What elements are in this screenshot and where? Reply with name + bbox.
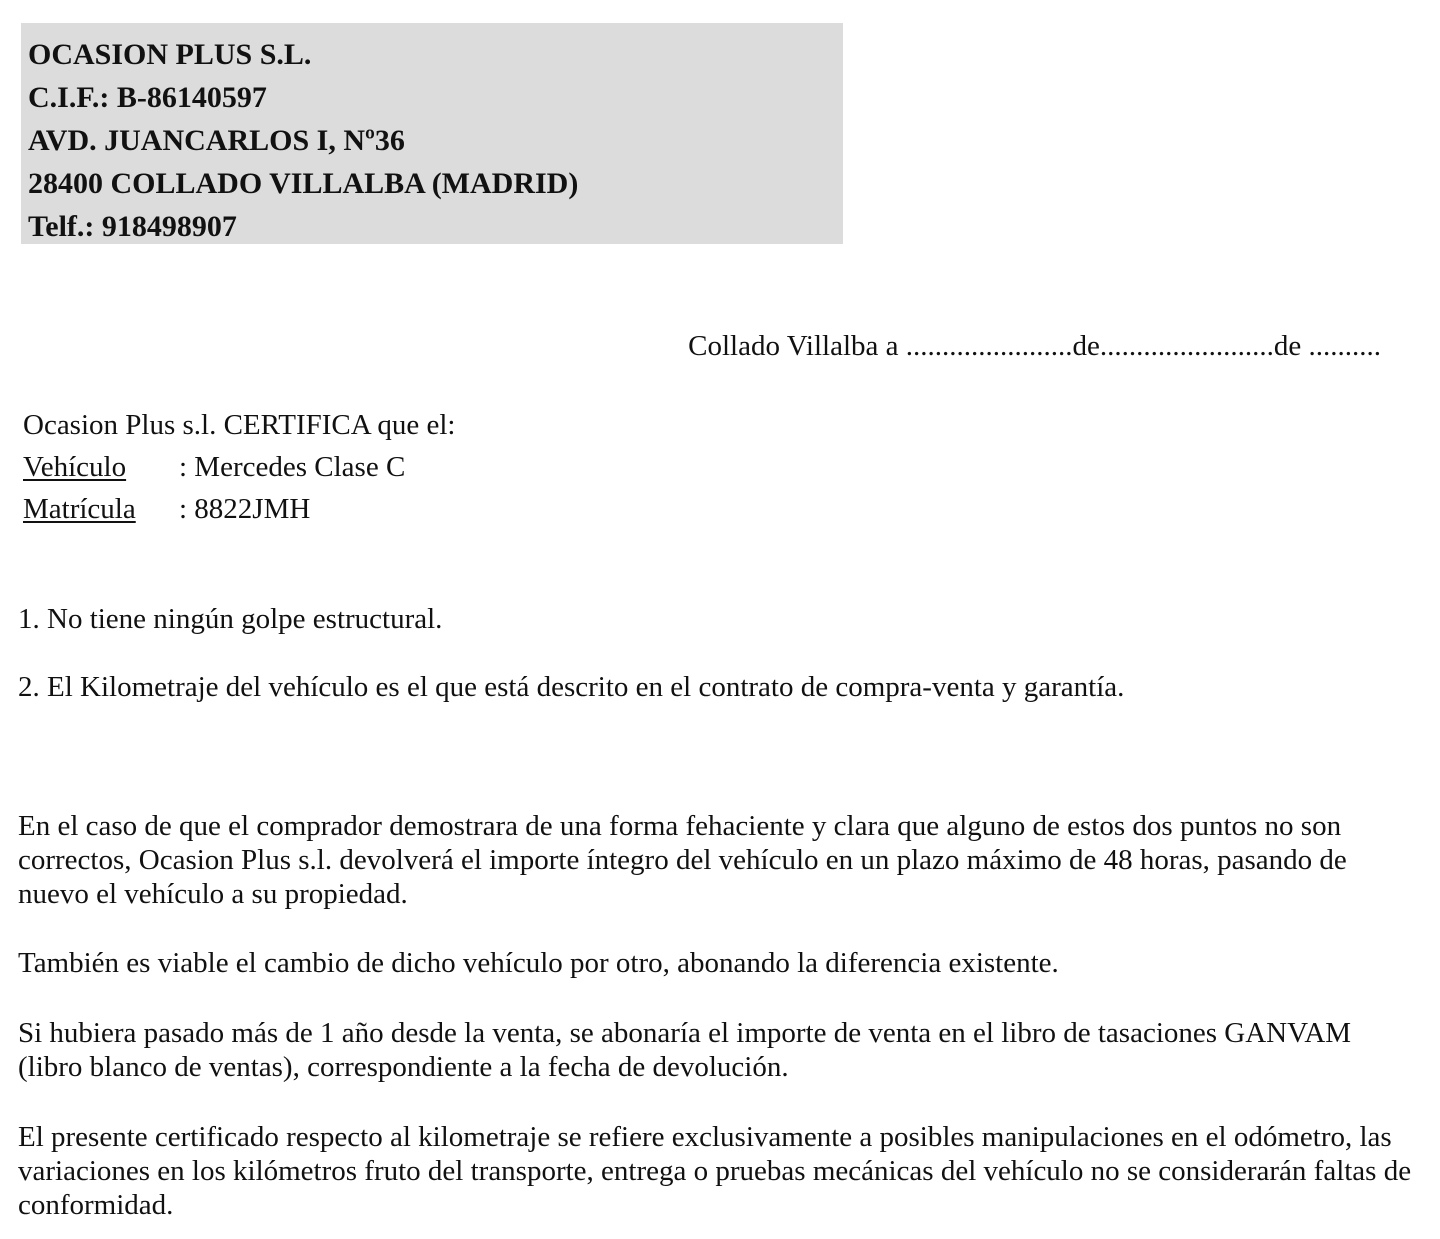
company-cif: C.I.F.: B-86140597 — [28, 81, 267, 114]
paragraph-ganvam: Si hubiera pasado más de 1 año desde la venta, se abonaría el importe de venta en el libro de tasaciones GANVAM (libro blanco de ventas), correspondiente a la fecha de devolución. — [18, 1017, 1352, 1083]
company-header — [21, 23, 843, 244]
point-2: 2. El Kilometraje del vehículo es el que está descrito en el contrato de compra-venta y garantía. — [18, 671, 1125, 703]
plate-label: Matrícula — [23, 493, 136, 525]
paragraph-refund: En el caso de que el comprador demostrara de una forma fehaciente y clara que alguno de estos dos puntos no son correctos, Ocasion Plus s.l. devolverá el importe íntegro del vehículo en un plazo máximo de 48 horas, pasando de nuevo el vehículo a su propiedad. — [18, 810, 1347, 910]
paragraph-odometer: El presente certificado respecto al kilometraje se refiere exclusivamente a posibles manipulaciones en el odómetro, las variaciones en los kilómetros fruto del transporte, entrega o pruebas mecánicas del vehículo no se considerarán faltas de conformidad. — [18, 1121, 1412, 1221]
vehicle-label: Vehículo — [23, 451, 127, 483]
date-line: Collado Villalba a .......................de........................de .......... — [688, 330, 1381, 362]
company-name: OCASION PLUS S.L. — [28, 38, 312, 71]
point-1: 1. No tiene ningún golpe estructural. — [18, 603, 443, 635]
company-address: AVD. JUANCARLOS I, Nº36 — [28, 124, 405, 157]
certification-block — [23, 404, 455, 530]
vehicle-value: : Mercedes Clase C — [179, 451, 406, 483]
certification-intro: Ocasion Plus s.l. CERTIFICA que el: — [23, 409, 456, 441]
plate-row — [23, 488, 455, 530]
vehicle-row — [23, 446, 455, 488]
paragraph-exchange: También es viable el cambio de dicho vehículo por otro, abonando la diferencia existente. — [18, 947, 1059, 979]
company-city: 28400 COLLADO VILLALBA (MADRID) — [28, 167, 579, 200]
plate-value: : 8822JMH — [179, 493, 311, 525]
company-phone: Telf.: 918498907 — [28, 210, 237, 243]
